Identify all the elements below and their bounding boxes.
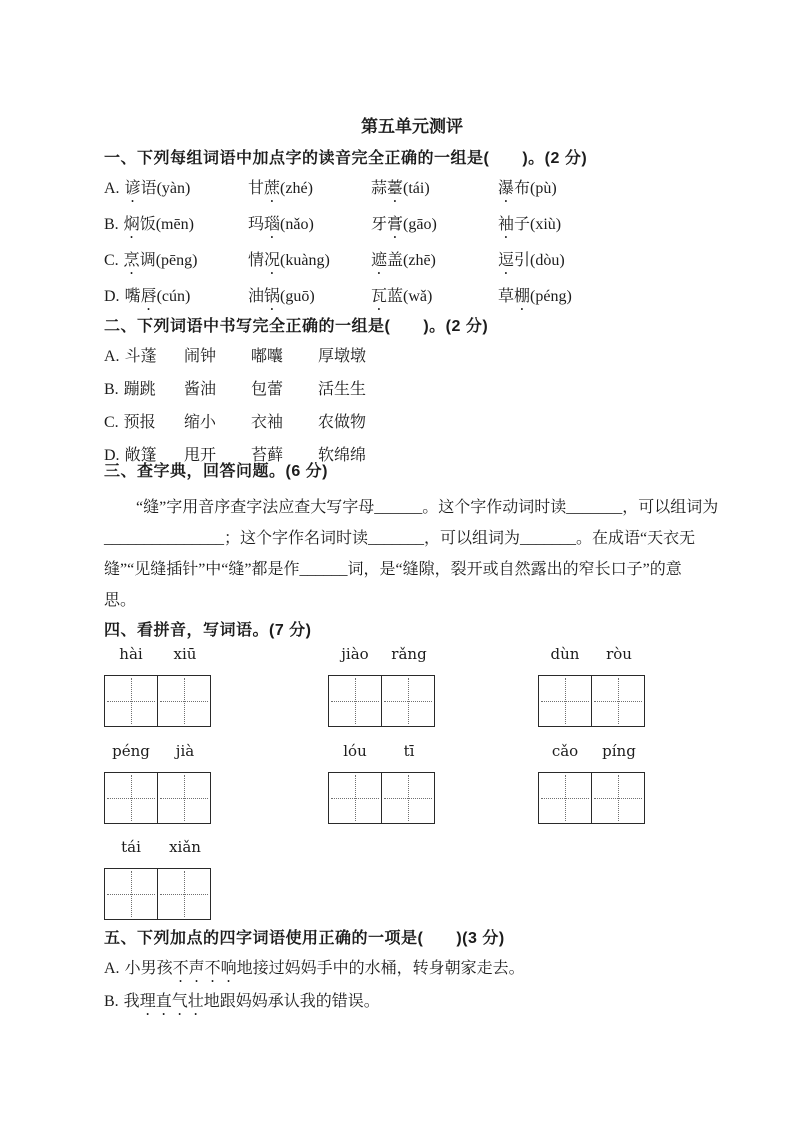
- word-with-dot: 逗引(dòu): [498, 251, 565, 269]
- q3-header: 三、查字典，回答问题。(6 分): [104, 463, 329, 480]
- writing-grid: [328, 675, 436, 727]
- q4-item: [538, 643, 646, 727]
- word: 甩开: [184, 447, 217, 464]
- option-label: D.: [104, 287, 120, 305]
- word-with-dot: 甘蔗(zhé): [248, 179, 313, 197]
- option-label: D.: [104, 447, 120, 464]
- pinyin-label: dùn ròu: [550, 645, 632, 663]
- word: 闹钟: [184, 348, 217, 365]
- q1-option-d: [104, 280, 720, 316]
- word: 活生生: [318, 381, 367, 398]
- q4-item: [328, 643, 436, 727]
- word: 农做物: [318, 414, 367, 431]
- q2-header: 二、下列词语中书写完全正确的一组是( )。(2 分): [104, 318, 489, 335]
- writing-grid-cell: [381, 675, 435, 727]
- emphasized-idiom: 理直气壮: [139, 993, 204, 1010]
- writing-grid-cell: [538, 772, 592, 824]
- word: 预报: [123, 414, 156, 431]
- q5-header: 五、下列加点的四字词语使用正确的一项是( )(3 分): [104, 930, 505, 947]
- q5-option-b: B. 我理直气壮地跟妈妈承认我的错误。: [104, 993, 380, 1010]
- word-with-dot: 袖子(xiù): [498, 215, 562, 233]
- q2-option-c: [104, 404, 720, 437]
- writing-grid-cell: [104, 868, 158, 920]
- pinyin-label: tái xiǎn: [121, 838, 201, 856]
- word: 苔藓: [251, 447, 284, 464]
- q1-option-a: [104, 172, 720, 208]
- q4-item: [104, 643, 212, 727]
- writing-grid: [104, 675, 212, 727]
- q1-header: 一、下列每组词语中加点字的读音完全正确的一组是( )。(2 分): [104, 150, 588, 167]
- word: 厚墩墩: [318, 348, 367, 365]
- word-with-dot: D. 嘴唇(cún): [104, 287, 191, 305]
- q3-text-line: 思。: [104, 592, 137, 609]
- q4-row-2: [104, 740, 720, 836]
- word: 缩小: [184, 414, 217, 431]
- q4-item: [538, 740, 646, 824]
- word: 衣袖: [251, 414, 284, 431]
- word: 软绵绵: [318, 447, 367, 464]
- page-title: 第五单元测评: [361, 117, 463, 136]
- q1-options: [104, 172, 720, 316]
- writing-grid: [328, 772, 436, 824]
- option-label: A.: [104, 179, 120, 197]
- option-label: C.: [104, 414, 119, 431]
- q2-option-a: [104, 338, 720, 371]
- q4-row-3: [104, 836, 720, 932]
- q2-options: [104, 338, 720, 470]
- writing-grid-cell: [157, 868, 211, 920]
- word-with-dot: 瀑布(pù): [498, 179, 557, 197]
- writing-grid-cell: [104, 772, 158, 824]
- writing-grid-cell: [591, 675, 645, 727]
- option-label: B.: [104, 381, 119, 398]
- writing-grid: [104, 772, 212, 824]
- writing-grid-cell: [157, 675, 211, 727]
- word-with-dot: 牙膏(gāo): [371, 215, 437, 233]
- pinyin-label: lóu tī: [343, 742, 415, 760]
- option-label: B.: [104, 215, 119, 233]
- writing-grid: [538, 675, 646, 727]
- q3-text-line: _______________；这个字作名词时读_______，可以组词为_______。在成语“天衣无: [104, 530, 696, 547]
- pinyin-label: hài xiū: [119, 645, 197, 663]
- q5-option-a: A. 小男孩不声不响地接过妈妈手中的水桶，转身朝家走去。: [104, 960, 525, 977]
- q4-header: 四、看拼音，写词语。(7 分): [104, 622, 312, 639]
- word: 嘟囔: [251, 348, 284, 365]
- q2-option-b: [104, 371, 720, 404]
- q3-text-line: 缝”“见缝插针”中“缝”都是作______词，是“缝隙，裂开或自然露出的窄长口子”的意: [104, 561, 682, 578]
- word: 包蕾: [251, 381, 284, 398]
- word: 敞篷: [124, 447, 157, 464]
- writing-grid-cell: [538, 675, 592, 727]
- word-with-dot: 草棚(péng): [498, 287, 572, 305]
- q4-item: [104, 836, 212, 920]
- q1-option-b: [104, 208, 720, 244]
- pinyin-label: cǎo píng: [551, 742, 636, 760]
- q4-item: [104, 740, 212, 824]
- option-label: A.: [104, 960, 120, 977]
- emphasized-idiom: 不声不响: [172, 960, 237, 977]
- word-with-dot: 蒜薹(tái): [371, 179, 430, 197]
- writing-grid-cell: [328, 772, 382, 824]
- writing-grid-cell: [381, 772, 435, 824]
- word-with-dot: 玛瑙(nǎo): [248, 215, 314, 233]
- word-with-dot: 遮盖(zhē): [371, 251, 436, 269]
- word-with-dot: B. 焖饭(mēn): [104, 215, 194, 233]
- word-with-dot: 情况(kuàng): [248, 251, 330, 269]
- word-with-dot: C. 烹调(pēng): [104, 251, 198, 269]
- q4-item: [328, 740, 436, 824]
- writing-grid: [538, 772, 646, 824]
- writing-grid: [104, 868, 212, 920]
- q4-row-1: [104, 643, 720, 739]
- writing-grid-cell: [157, 772, 211, 824]
- pinyin-label: jiào rǎng: [341, 645, 427, 663]
- q5-options: [104, 952, 720, 1018]
- word-with-dot: 油锅(guō): [248, 287, 315, 305]
- pinyin-label: péng jià: [112, 742, 195, 760]
- q3-text: [104, 492, 720, 616]
- option-label: B.: [104, 993, 119, 1010]
- writing-grid-cell: [328, 675, 382, 727]
- writing-grid-cell: [591, 772, 645, 824]
- q3-text-line: “缝”字用音序查字法应查大写字母______。这个字作动词时读_______，可以组词为: [136, 499, 719, 516]
- word: 酱油: [184, 381, 217, 398]
- word-with-dot: A. 谚语(yàn): [104, 179, 191, 197]
- option-label: A.: [104, 348, 120, 365]
- option-label: C.: [104, 251, 119, 269]
- word-with-dot: 瓦蓝(wǎ): [371, 287, 433, 305]
- word: 斗蓬: [124, 348, 157, 365]
- q1-option-c: [104, 244, 720, 280]
- writing-grid-cell: [104, 675, 158, 727]
- word: 蹦跳: [123, 381, 156, 398]
